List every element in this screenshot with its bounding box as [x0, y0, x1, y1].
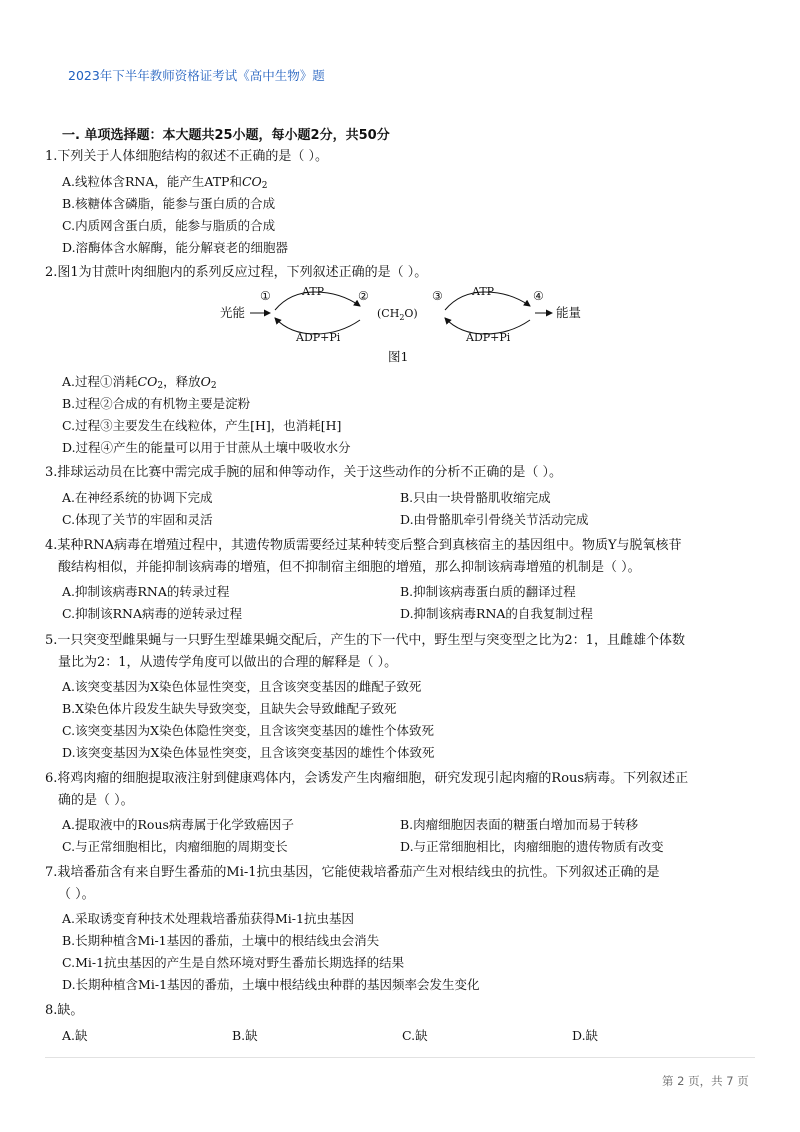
question-6-option-a[interactable]: A.提取液中的Rous病毒属于化学致癌因子: [62, 817, 294, 832]
atp-right-label: ATP: [472, 285, 495, 298]
question-1-stem: 1.下列关于人体细胞结构的叙述不正确的是（ ）。: [45, 149, 329, 164]
step-4-marker: ④: [533, 289, 544, 303]
question-2-option-c[interactable]: C.过程③主要发生在线粒体，产生[H]，也消耗[H]: [62, 418, 342, 433]
question-8-option-a[interactable]: A.缺: [62, 1028, 88, 1043]
step-1-marker: ①: [260, 289, 271, 303]
question-6-option-c[interactable]: C.与正常细胞相比，肉瘤细胞的周期变长: [62, 839, 288, 854]
step-2-marker: ②: [358, 289, 369, 303]
question-3-stem: 3.排球运动员在比赛中需完成手腕的屈和伸等动作，关于这些动作的分析不正确的是（ ）。: [45, 465, 563, 480]
question-1-option-a[interactable]: A.线粒体含RNA，能产生ATP和$CO_2$: [62, 174, 268, 191]
light-energy-label: 光能: [220, 305, 246, 320]
footer-divider: [45, 1057, 755, 1058]
question-3-option-d[interactable]: D.由骨骼肌牵引骨绕关节活动完成: [400, 512, 589, 527]
question-7-option-d[interactable]: D.长期种植含Mi-1基因的番茄，土壤中根结线虫种群的基因频率会发生变化: [62, 977, 480, 992]
question-4-stem: 4.某种RNA病毒在增殖过程中，其遗传物质需要经过某种转变后整合到真核宿主的基因组中。物质Y与脱氧核苷 酸结构相似，并能抑制该病毒的增殖，但不抑制宿主细胞的增殖，那么抑制该病毒增殖的机制是（ ）。: [45, 538, 682, 575]
question-4-option-d[interactable]: D.抑制该病毒RNA的自我复制过程: [400, 606, 593, 621]
question-3-option-a[interactable]: A.在神经系统的协调下完成: [62, 490, 213, 505]
question-6-option-b[interactable]: B.肉瘤细胞因表面的糖蛋白增加而易于转移: [400, 817, 639, 832]
question-1-option-b[interactable]: B.核糖体含磷脂，能参与蛋白质的合成: [62, 196, 276, 211]
question-4-option-a[interactable]: A.抑制该病毒RNA的转录过程: [62, 584, 230, 599]
exam-title: 2023年下半年教师资格证考试《高中生物》题: [68, 68, 325, 83]
figure-1-caption: 图1: [388, 349, 409, 364]
adp-right-label: ADP+Pi: [466, 331, 511, 344]
question-2-option-d[interactable]: D.过程④产生的能量可以用于甘蔗从土壤中吸收水分: [62, 440, 351, 455]
question-8-stem: 8.缺。: [45, 1003, 84, 1018]
question-2-option-b[interactable]: B.过程②合成的有机物主要是淀粉: [62, 396, 251, 411]
question-3-option-c[interactable]: C.体现了关节的牢固和灵活: [62, 512, 213, 527]
page-number: 第 2 页，共 7 页: [662, 1074, 749, 1088]
question-3-option-b[interactable]: B.只由一块骨骼肌收缩完成: [400, 490, 551, 505]
question-5-option-d[interactable]: D.该突变基因为X染色体显性突变，且含该突变基因的雄性个体致死: [62, 745, 435, 760]
question-2-option-a[interactable]: A.过程①消耗$CO_2$，释放$O_2$: [62, 374, 217, 391]
question-4-option-c[interactable]: C.抑制该RNA病毒的逆转录过程: [62, 606, 242, 621]
reaction-cycle-figure: [220, 284, 590, 344]
sugar-label: $(CH_2O)$: [377, 307, 418, 322]
question-1-option-d[interactable]: D.溶酶体含水解酶，能分解衰老的细胞器: [62, 240, 289, 255]
question-7-option-b[interactable]: B.长期种植含Mi-1基因的番茄，土壤中的根结线虫会消失: [62, 933, 380, 948]
question-6-option-d[interactable]: D.与正常细胞相比，肉瘤细胞的遗传物质有改变: [400, 839, 664, 854]
step-3-marker: ③: [432, 289, 443, 303]
question-1-option-c[interactable]: C.内质网含蛋白质，能参与脂质的合成: [62, 218, 276, 233]
question-5-option-c[interactable]: C.该突变基因为X染色体隐性突变，且含该突变基因的雄性个体致死: [62, 723, 434, 738]
question-5-option-b[interactable]: B.X染色体片段发生缺失导致突变，且缺失会导致雌配子致死: [62, 701, 397, 716]
question-7-option-c[interactable]: C.Mi-1抗虫基因的产生是自然环境对野生番茄长期选择的结果: [62, 955, 405, 970]
question-8-option-c[interactable]: C.缺: [402, 1028, 428, 1043]
question-5-option-a[interactable]: A.该突变基因为X染色体显性突变，且含该突变基因的雌配子致死: [62, 679, 422, 694]
question-7-stem: 7.栽培番茄含有来自野生番茄的Mi-1抗虫基因，它能使栽培番茄产生对根结线虫的抗性。下列叙述正确的是 （ ）。: [45, 865, 660, 902]
question-8-option-b[interactable]: B.缺: [232, 1028, 258, 1043]
question-8-option-d[interactable]: D.缺: [572, 1028, 599, 1043]
energy-label: 能量: [556, 305, 582, 320]
section-heading: 一. 单项选择题：本大题共25小题，每小题2分，共50分: [62, 128, 390, 143]
question-2-stem: 2.图1为甘蔗叶肉细胞内的系列反应过程，下列叙述正确的是（ ）。: [45, 265, 428, 280]
atp-left-label: ATP: [302, 285, 325, 298]
question-7-option-a[interactable]: A.采取诱变育种技术处理栽培番茄获得Mi-1抗虫基因: [62, 911, 354, 926]
question-5-stem: 5.一只突变型雌果蝇与一只野生型雄果蝇交配后，产生的下一代中，野生型与突变型之比为2：1，且雌雄个体数 量比为2：1，从遗传学角度可以做出的合理的解释是（ ）。: [45, 633, 685, 670]
question-4-option-b[interactable]: B.抑制该病毒蛋白质的翻译过程: [400, 584, 576, 599]
adp-left-label: ADP+Pi: [296, 331, 341, 344]
question-6-stem: 6.将鸡肉瘤的细胞提取液注射到健康鸡体内，会诱发产生肉瘤细胞，研究发现引起肉瘤的Rous病毒。下列叙述正 确的是（ ）。: [45, 771, 689, 808]
